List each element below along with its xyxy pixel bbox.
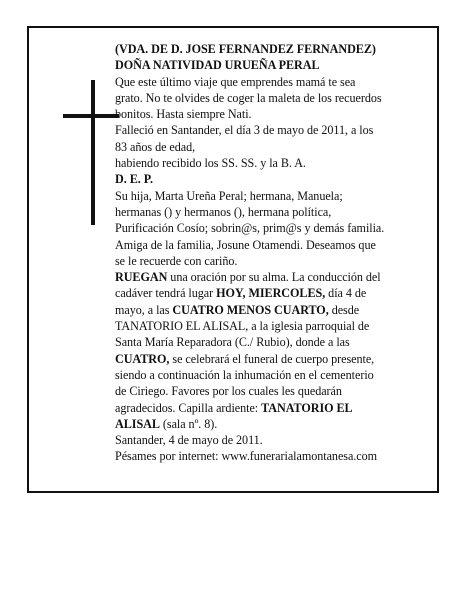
funeral-details-line: Santa María Reparadora (C./ Rubio), donde a las <box>115 335 350 350</box>
death-details-line: habiendo recibido los SS. SS. y la B. A. <box>115 156 306 171</box>
widow-title: (VDA. DE D. JOSE FERNANDEZ FERNANDEZ) <box>115 42 376 56</box>
funeral-details-line <box>115 351 435 367</box>
cross-horizontal-bar <box>63 114 119 118</box>
farewell-message-line: Que este último viaje que emprendes mamá te sea <box>115 74 356 89</box>
rest-in-peace-text: D. E. P. <box>115 172 153 187</box>
chapel-name-text: ALISAL <box>115 416 160 431</box>
funeral-text-segment: agradecidos. Capilla ardiente: <box>115 400 262 415</box>
funeral-details-line <box>115 302 435 318</box>
funeral-details-line: siendo a continuación la inhumación en el cementerio <box>115 367 374 382</box>
funeral-text-segment: cadáver tendrá lugar <box>115 286 217 301</box>
family-line: Purificación Cosío; sobrin@s, prim@s y demás familia. <box>115 221 385 236</box>
deceased-name: DOÑA NATIVIDAD URUEÑA PERAL <box>115 58 320 73</box>
ruegan-text: RUEGAN <box>115 270 168 285</box>
family-line: Amiga de la familia, Josune Otamendi. Deseamos que <box>115 237 376 252</box>
funeral-details-line <box>115 269 435 285</box>
cross-icon <box>63 80 119 225</box>
family-line: hermanas () y hermanos (), hermana política, <box>115 204 332 219</box>
funeral-text-segment: mayo, a las <box>115 302 173 317</box>
funeral-text-segment: (sala nº. 8). <box>159 416 218 431</box>
funeral-details-line <box>115 285 435 301</box>
funeral-details-line: de Ciriego. Favores por los cuales les quedarán <box>115 384 342 399</box>
funeral-text-segment: una oración por su alma. La conducción del <box>167 270 381 285</box>
funeral-details-line: TANATORIO EL ALISAL, a la iglesia parroquial de <box>115 319 370 334</box>
family-line: Su hija, Marta Ureña Peral; hermana, Manuela; <box>115 188 343 203</box>
condolences-website-line: Pésames por internet: www.funerarialamontanesa.com <box>115 449 378 464</box>
chapel-name-text: TANATORIO EL <box>261 400 353 415</box>
funeral-details-line <box>115 416 435 432</box>
family-line: se le recuerde con cariño. <box>115 253 238 268</box>
death-details-line: 83 años de edad, <box>115 139 196 154</box>
funeral-day-text: HOY, MIERCOLES, <box>216 286 326 301</box>
funeral-text-segment: día 4 de <box>325 286 367 301</box>
obituary-notice <box>27 26 439 493</box>
death-details-line: Falleció en Santander, el día 3 de mayo de 2011, a los <box>115 123 374 138</box>
funeral-text-segment: se celebrará el funeral de cuerpo presente, <box>169 351 375 366</box>
obituary-text <box>115 41 435 465</box>
cross-vertical-bar <box>91 80 95 225</box>
publication-date-line: Santander, 4 de mayo de 2011. <box>115 433 263 448</box>
funeral-text-segment: desde <box>328 302 360 317</box>
funeral-time-text: CUATRO MENOS CUARTO, <box>172 302 329 317</box>
service-time-text: CUATRO, <box>115 351 170 366</box>
farewell-message-line: bonitos. Hasta siempre Nati. <box>115 107 252 122</box>
farewell-message-line: grato. No te olvides de coger la maleta de los recuerdos <box>115 90 382 105</box>
funeral-details-line <box>115 400 435 416</box>
